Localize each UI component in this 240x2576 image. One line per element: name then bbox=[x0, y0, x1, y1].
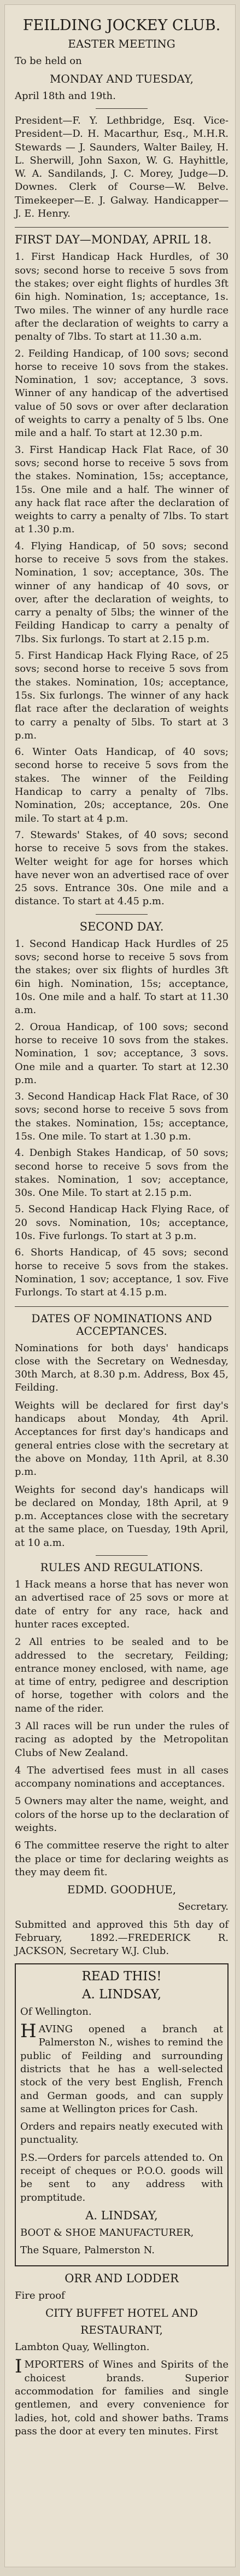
rules-paragraph: 1 Hack means a horse that has never won an advertised race of 25 sovs or more at date of entry for any race, hack and hunter races excepted. bbox=[15, 1579, 229, 1630]
race-item: 6. Winter Oats Handicap, of 40 sovs; second horse to receive 5 sovs from the stakes. The winner of the Feilding Handicap to carry a penalty of 7lbs. Nomination, 20s; acceptance, 20s. One mile. To start at 4 p.m. bbox=[15, 746, 229, 824]
divider bbox=[96, 108, 148, 109]
race-item: 2. Feilding Handicap, of 100 sovs; second horse to receive 10 sovs from the stakes. Nomination, 1 sov; acceptance, 3 sovs. Winner of any handicap of the advertised value of 50 sovs or over after declaration of weights to carry a penalty of 5 lbs. One mile and a half. To start at 12.30 p.m. bbox=[15, 347, 229, 439]
race-item: 5. Second Handicap Hack Flying Race, of 20 sovs. Nomination, 10s; acceptance, 10s. Five furlongs. To start at 3 p.m. bbox=[15, 1203, 229, 1242]
race-item: 2. Oroua Handicap, of 100 sovs; second horse to receive 10 sovs from the stakes. Nomination, 1 sov; acceptance, 3 sovs. One mile and a quarter. To start at 12.30 p.m. bbox=[15, 1021, 229, 1086]
rules-paragraph: 3 All races will be run under the rules of racing as adopted by the Metropolitan Clubs of New Zealand. bbox=[15, 1720, 229, 1759]
club-title: FEILDING JOCKEY CLUB. bbox=[22, 17, 221, 34]
orr-buffet: CITY BUFFET HOTEL AND bbox=[45, 2306, 198, 2320]
lindsay-body: HAVING opened a branch at Palmerston N., wishes to remind the public of Feilding and surrounding districts that he has a well-selected stock of the very best English, French and German goods, and can supply same at Wellington prices for Cash. bbox=[20, 2020, 223, 2115]
approval-text: Submitted and approved this 5th day of February, 1892.—FREDERICK R. JACKSON, Secretary W.J. Club. bbox=[15, 1918, 229, 1957]
orr-restaurant: RESTAURANT, bbox=[80, 2323, 163, 2337]
meeting-title: EASTER MEETING bbox=[68, 37, 175, 51]
first-day-races bbox=[15, 251, 229, 908]
race-item: 5. First Handicap Hack Flying Race, of 25 sovs; second horse to receive 5 sovs from the stakes. Nomination, 10s; acceptance, 15s. Six furlongs. The winner of any hack flat race after the declaration of weights to carry a penalty of 5lbs. To start at 3 p.m. bbox=[15, 650, 229, 741]
first-day-title: FIRST DAY—MONDAY, APRIL 18. bbox=[15, 233, 212, 247]
lindsay-ps: P.S.—Orders for parcels attended to. On receipt of cheques or P.O.O. goods will be sent to any address with promptitude. bbox=[20, 2151, 223, 2203]
newspaper-column bbox=[4, 4, 236, 2567]
divider bbox=[96, 1555, 148, 1556]
nominations-title: DATES OF NOMINATIONS AND ACCEPTANCES. bbox=[31, 1311, 212, 1338]
second-day-races bbox=[15, 938, 229, 1300]
nominations-paragraph: Weights for second day's handicaps will be declared on Monday, 18th April, at 9 p.m. Acceptances close with the secretary at the same place, on Tuesday, 19th April, at 10 a.m. bbox=[15, 1484, 229, 1549]
race-item: 7. Stewards' Stakes, of 40 sovs; second horse to receive 5 sovs from the stakes. Welter weight for age for horses which have never won an advertised race of over 25 sovs. Entrance 30s. One mile and a distance. To start at 4.45 p.m. bbox=[15, 829, 229, 908]
signature-role: Secretary. bbox=[178, 1901, 229, 1913]
orr-location: Lambton Quay, Wellington. bbox=[15, 2341, 150, 2353]
lindsay-orders: Orders and repairs neatly executed with punctuality. bbox=[20, 2121, 223, 2146]
lindsay-manufacturer: BOOT & SHOE MANUFACTURER, bbox=[20, 2227, 194, 2239]
lindsay-sign: A. LINDSAY, bbox=[85, 2208, 158, 2222]
race-item: 3. First Handicap Hack Flat Race, of 30 sovs; second horse to receive 5 sovs from the stakes. Nomination, 15s; acceptance, 15s. One mile and a half. The winner of any hack flat race after the declaration of weights to carry a penalty of 7lbs. To start at 1.30 p.m. bbox=[15, 444, 229, 536]
signature-name: EDMD. GOODHUE, bbox=[67, 1883, 177, 1897]
divider bbox=[15, 227, 229, 228]
rules-paragraph: 5 Owners may alter the name, weight, and colors of the horse up to the declaration of weights. bbox=[15, 1795, 229, 1834]
officials-block: President—F. Y. Lethbridge, Esq. Vice-President—D. H. Macarthur, Esq., M.H.R. Stewards — J. Saunders, Walter Bailey, H. L. Sherwill, John Saxon, W. G. Hayhittle, W. A. Sandilands, J. C. Morey, Judge—D. Downes. Clerk of Course—W. Belve. Timekeeper—E. J. Galway. Handicapper—J. E. Henry. bbox=[15, 114, 229, 220]
race-item: 3. Second Handicap Hack Flat Race, of 30 sovs; second horse to receive 5 sovs from the stakes. Nomination, 15s; acceptance, 15s. One mile. To start at 1.30 p.m. bbox=[15, 1091, 229, 1142]
lindsay-address: The Square, Palmerston N. bbox=[20, 2244, 155, 2257]
orr-fireproof: Fire proof bbox=[15, 2289, 65, 2301]
to-be-held: To be held on bbox=[15, 55, 82, 67]
race-item: 6. Shorts Handicap, of 45 sovs; second horse to receive 5 sovs from the stakes. Nomination, 1 sov; acceptance, 1 sov. Five Furlongs. To start at 4.15 p.m. bbox=[15, 1247, 229, 1299]
orr-importers: IMPORTERS of Wines and Spirits of the choicest brands. Superior accommodation for families and single gentlemen, and every convenience for ladies, hot, cold and shower baths. Trams pass the door at every ten minutes. First bbox=[15, 2356, 229, 2437]
rules-paragraph: 4 The advertised fees must in all cases accompany nominations and acceptances. bbox=[15, 1764, 229, 1790]
lindsay-advert bbox=[15, 1963, 229, 2266]
race-item: 4. Flying Handicap, of 50 sovs; second horse to receive 5 sovs from the stakes. Nomination, 1 sov; acceptance, 30s. The winner of any handicap of 40 sovs, or over, after the declaration of weights, to carry a penalty of 5lbs; the winner of the Feilding Handicap to carry a penalty of 7lbs. Six furlongs. To start at 2.15 p.m. bbox=[15, 540, 229, 645]
divider bbox=[96, 914, 148, 915]
race-item: 1. First Handicap Hack Hurdles, of 30 sovs; second horse to receive 5 sovs from the stakes; over eight flights of hurdles 3ft 6in high. Nomination, 1s; acceptance, 1s. Two miles. The winner of any hurdle race after the declaration of weights to carry a penalty of 7lbs. To start at 11.30 a.m. bbox=[15, 251, 229, 343]
meeting-dates: April 18th and 19th. bbox=[15, 90, 116, 102]
meeting-days: MONDAY AND TUESDAY, bbox=[49, 72, 194, 85]
second-day-title: SECOND DAY. bbox=[79, 920, 164, 933]
nominations-paragraph: Nominations for both days' handicaps close with the Secretary on Wednesday, 30th March, at 8.30 p.m. Address, Box 45, Feilding. bbox=[15, 1342, 229, 1394]
rules-paragraph: 6 The committee reserve the right to alter the place or time for declaring weights as they may deem fit. bbox=[15, 1840, 229, 1878]
race-item: 4. Denbigh Stakes Handicap, of 50 sovs; second horse to receive 5 sovs from the stakes. Nomination, 1 sov; acceptance, 30s. One Mile. To start at 2.15 p.m. bbox=[15, 1147, 229, 1199]
rules-title: RULES AND REGULATIONS. bbox=[40, 1561, 203, 1574]
rules-paragraph: 2 All entries to be sealed and to be addressed to the secretary, Feilding; entrance money enclosed, with name, age at time of entry, pedigree and description of horse, together with colors and the name of the rider. bbox=[15, 1636, 229, 1714]
race-item: 1. Second Handicap Hack Hurdles of 25 sovs; second horse to receive 5 sovs from the stakes; over six flights of hurdles 3ft 6in high. Nomination, 15s; acceptance, 10s. One mile and a half. To start at 11.30 a.m. bbox=[15, 938, 229, 1016]
orr-title: ORR AND LODDER bbox=[65, 2271, 179, 2285]
lindsay-location: Of Wellington. bbox=[20, 2005, 92, 2017]
read-this-title: READ THIS! bbox=[81, 1969, 162, 1984]
divider bbox=[15, 1306, 229, 1307]
nominations-paragraph: Weights will be declared for first day's handicaps about Monday, 4th April. Acceptances for first day's handicaps and general entries close with the secretary at the above on Monday, 11th April, at 8.30 p.m. bbox=[15, 1399, 229, 1478]
lindsay-name: A. LINDSAY, bbox=[81, 1987, 162, 2002]
